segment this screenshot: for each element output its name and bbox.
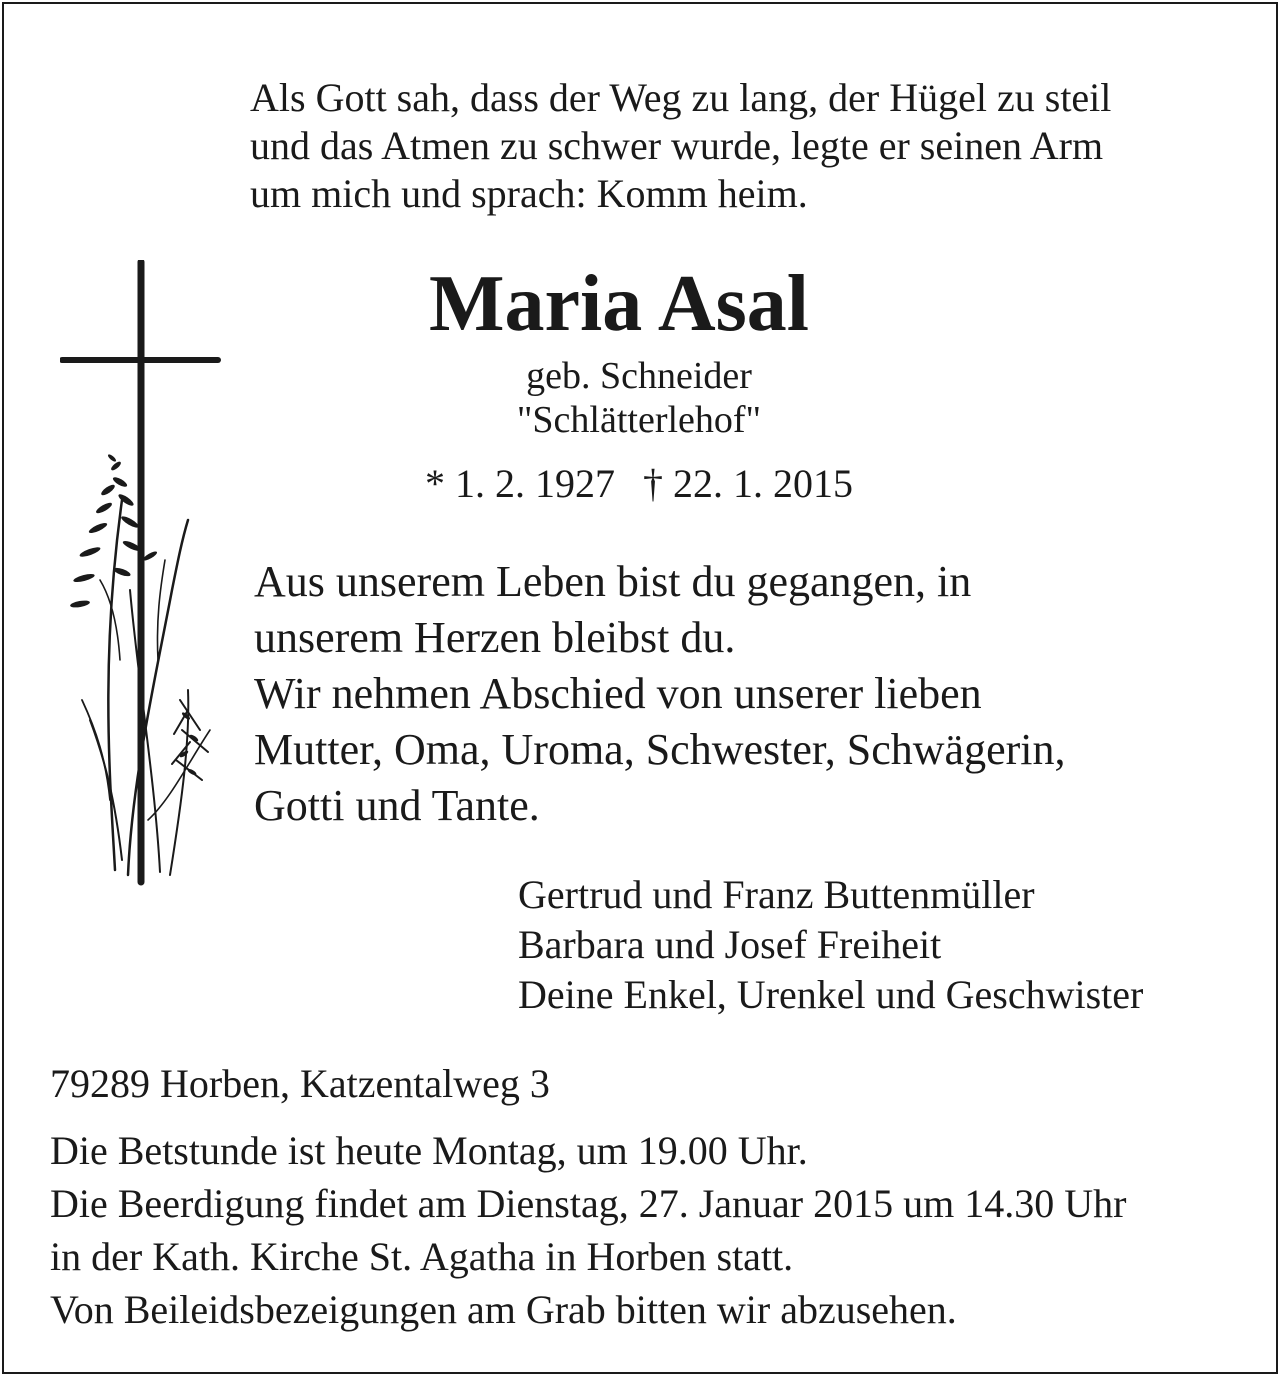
life-dates xyxy=(364,460,914,508)
farewell-text xyxy=(254,554,1066,834)
farewell-line: Mutter, Oma, Uroma, Schwester, Schwägerin, xyxy=(254,725,1066,774)
quote-line: Als Gott sah, dass der Weg zu lang, der Hügel zu steil xyxy=(250,75,1112,120)
quote-line: um mich und sprach: Komm heim. xyxy=(250,171,808,216)
mourners-list xyxy=(518,870,1143,1020)
death-date: † 22. 1. 2015 xyxy=(643,461,853,506)
deceased-details xyxy=(404,354,874,442)
mourner-line: Barbara und Josef Freiheit xyxy=(518,922,942,967)
address: 79289 Horben, Katzentalweg 3 xyxy=(50,1061,550,1106)
obituary-notice xyxy=(2,2,1278,1374)
info-line: Die Betstunde ist heute Montag, um 19.00 Uhr. xyxy=(50,1128,808,1173)
farewell-line: Aus unserem Leben bist du gegangen, in xyxy=(254,557,972,606)
quote-line: und das Atmen zu schwer wurde, legte er seinen Arm xyxy=(250,123,1104,168)
info-line: Die Beerdigung findet am Dienstag, 27. Januar 2015 um 14.30 Uhr xyxy=(50,1181,1127,1226)
mourner-line: Deine Enkel, Urenkel und Geschwister xyxy=(518,972,1144,1017)
farewell-line: Gotti und Tante. xyxy=(254,781,540,830)
service-info xyxy=(50,1124,1126,1336)
birth-date: * 1. 2. 1927 xyxy=(425,461,615,506)
opening-quote xyxy=(250,74,1111,218)
cross-with-grass-icon xyxy=(60,260,240,900)
deceased-name: Maria Asal xyxy=(429,260,809,348)
farewell-line: unserem Herzen bleibst du. xyxy=(254,613,736,662)
farm-name: "Schlätterlehof" xyxy=(516,399,762,441)
maiden-name: geb. Schneider xyxy=(526,355,752,397)
farewell-line: Wir nehmen Abschied von unserer lieben xyxy=(254,669,982,718)
info-line: Von Beileidsbezeigungen am Grab bitten wir abzusehen. xyxy=(50,1287,957,1332)
mourner-line: Gertrud und Franz Buttenmüller xyxy=(518,872,1035,917)
info-line: in der Kath. Kirche St. Agatha in Horben statt. xyxy=(50,1234,794,1279)
